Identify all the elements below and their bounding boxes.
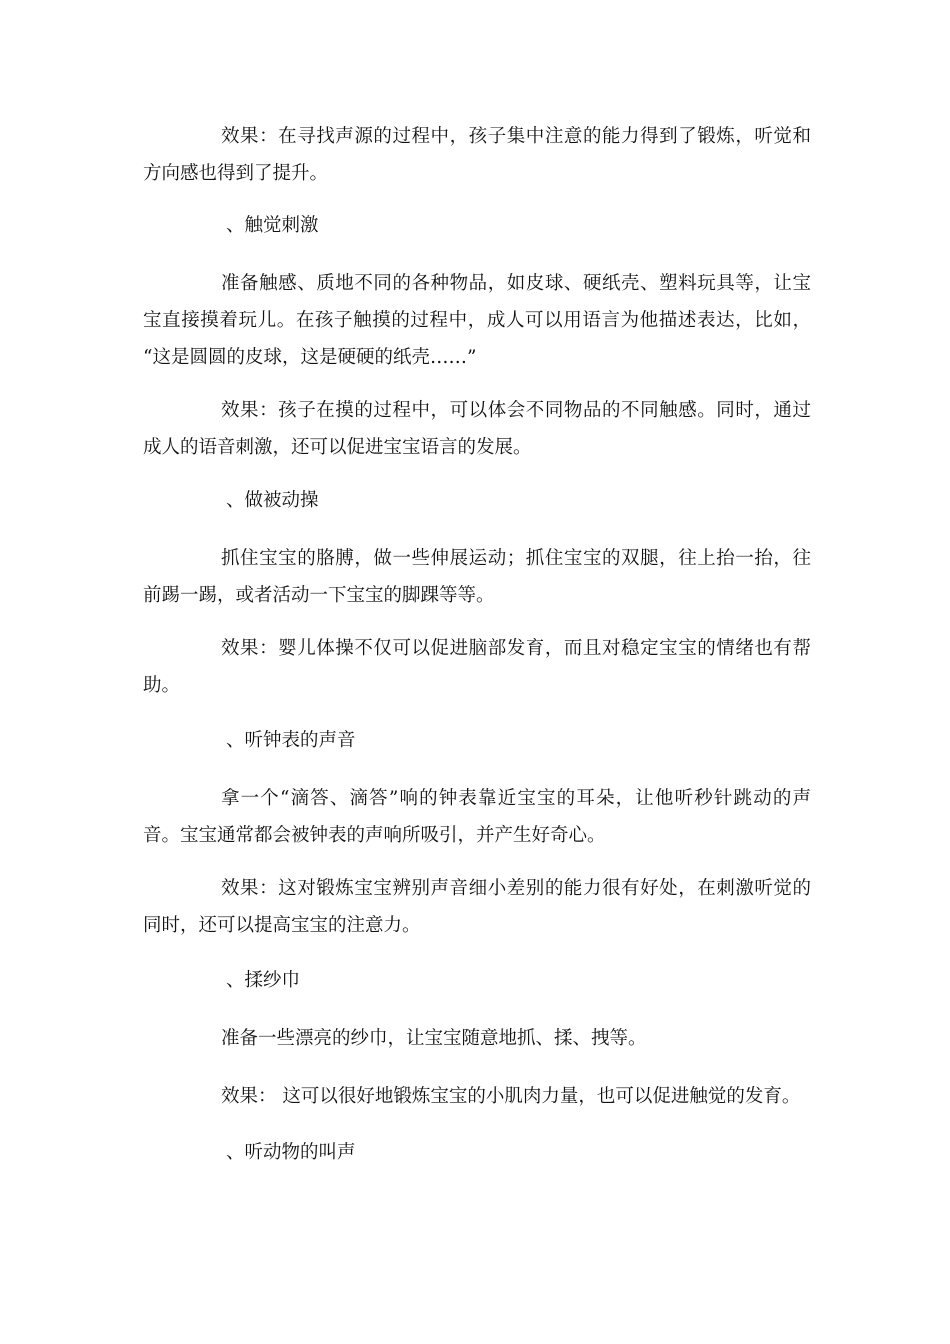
paragraph-line: 准备一些漂亮的纱巾，让宝宝随意地抓、揉、拽等。 [221, 1028, 647, 1049]
paragraph-clock [143, 780, 811, 854]
paragraph-effect-touch [143, 392, 811, 466]
section-heading-clock-sound: 、听钟表的声音 [226, 730, 356, 751]
paragraph-line: 成人的语音刺激，还可以促进宝宝语言的发展。 [143, 437, 532, 458]
paragraph-scarf [143, 1020, 811, 1057]
paragraph-line: 效果：婴儿体操不仅可以促进脑部发育，而且对稳定宝宝的情绪也有帮 [221, 638, 811, 659]
paragraph-line: 助。 [143, 675, 181, 696]
paragraph-effect-exercise [143, 630, 811, 704]
paragraph-line: 宝直接摸着玩儿。在孩子触摸的过程中，成人可以用语言为他描述表达，比如， [143, 310, 811, 331]
paragraph-line: 音。宝宝通常都会被钟表的声响所吸引，并产生好奇心。 [143, 825, 606, 846]
paragraph-effect-clock [143, 870, 811, 944]
section-heading-scarf: 、揉纱巾 [226, 970, 301, 991]
paragraph-line: 抓住宝宝的胳膊，做一些伸展运动；抓住宝宝的双腿，往上抬一抬，往 [221, 548, 811, 569]
paragraph-line: 方向感也得到了提升。 [143, 163, 329, 184]
paragraph-line: 前踢一踢，或者活动一下宝宝的脚踝等等。 [143, 585, 495, 606]
paragraph-effect-sound-source [143, 118, 811, 192]
paragraph-line: 效果：这对锻炼宝宝辨别声音细小差别的能力很有好处，在刺激听觉的 [221, 878, 811, 899]
paragraph-line: 同时，还可以提高宝宝的注意力。 [143, 915, 421, 936]
paragraph-line: 拿一个“滴答、滴答”响的钟表靠近宝宝的耳朵，让他听秒针跳动的声 [221, 788, 811, 809]
paragraph-line: 效果： 这可以很好地锻炼宝宝的小肌肉力量，也可以促进触觉的发育。 [221, 1086, 801, 1107]
paragraph-passive-exercise [143, 540, 811, 614]
paragraph-line: 效果：孩子在摸的过程中，可以体会不同物品的不同触感。同时，通过 [221, 400, 811, 421]
section-heading-touch-stimulation: 、触觉刺激 [226, 215, 319, 236]
paragraph-effect-scarf [143, 1078, 811, 1115]
paragraph-line: 准备触感、质地不同的各种物品，如皮球、硬纸壳、塑料玩具等，让宝 [221, 273, 811, 294]
paragraph-line: “这是圆圆的皮球，这是硬硬的纸壳……” [143, 347, 477, 368]
paragraph-line: 效果：在寻找声源的过程中，孩子集中注意的能力得到了锻炼，听觉和 [221, 126, 811, 147]
section-heading-animal-sounds: 、听动物的叫声 [226, 1142, 356, 1163]
paragraph-touch-objects [143, 265, 811, 376]
section-heading-passive-exercise: 、做被动操 [226, 490, 319, 511]
